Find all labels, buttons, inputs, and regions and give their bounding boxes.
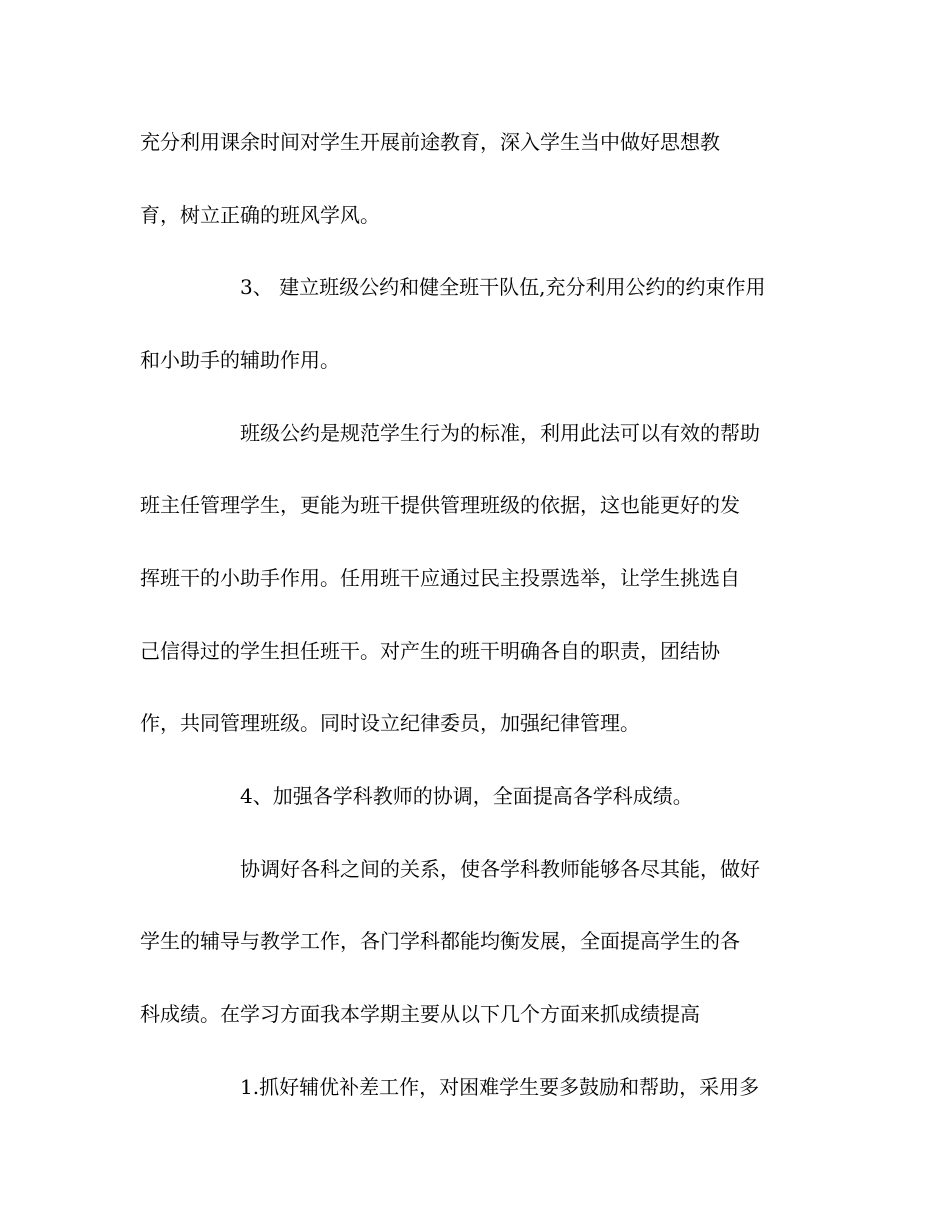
- text-line: 学生的辅导与教学工作，各门学科都能均衡发展，全面提高学生的各: [140, 929, 740, 953]
- text-line: 挥班干的小助手作用。任用班干应通过民主投票选举，让学生挑选自: [140, 566, 740, 590]
- text-line: 和小助手的辅助作用。: [140, 348, 340, 372]
- paragraph-start: 班级公约是规范学生行为的标准，利用此法可以有效的帮助: [240, 421, 760, 445]
- text-line: 育，树立正确的班风学风。: [140, 203, 380, 227]
- section-heading: 4、加强各学科教师的协调，全面提高各学科成绩。: [240, 784, 693, 808]
- list-item: 1.抓好辅优补差工作，对困难学生要多鼓励和帮助，采用多: [240, 1075, 760, 1099]
- text-line: 充分利用课余时间对学生开展前途教育，深入学生当中做好思想教: [140, 130, 720, 154]
- text-line: 作，共同管理班级。同时设立纪律委员，加强纪律管理。: [140, 711, 640, 735]
- section-heading: 3、 建立班级公约和健全班干队伍,充分利用公约的约束作用: [240, 275, 766, 299]
- text-line: 己信得过的学生担任班干。对产生的班干明确各自的职责，团结协: [140, 639, 720, 663]
- text-line: 班主任管理学生，更能为班干提供管理班级的依据，这也能更好的发: [140, 493, 740, 517]
- paragraph-start: 协调好各科之间的关系，使各学科教师能够各尽其能，做好: [240, 857, 760, 881]
- text-line: 科成绩。在学习方面我本学期主要从以下几个方面来抓成绩提高: [140, 1002, 700, 1026]
